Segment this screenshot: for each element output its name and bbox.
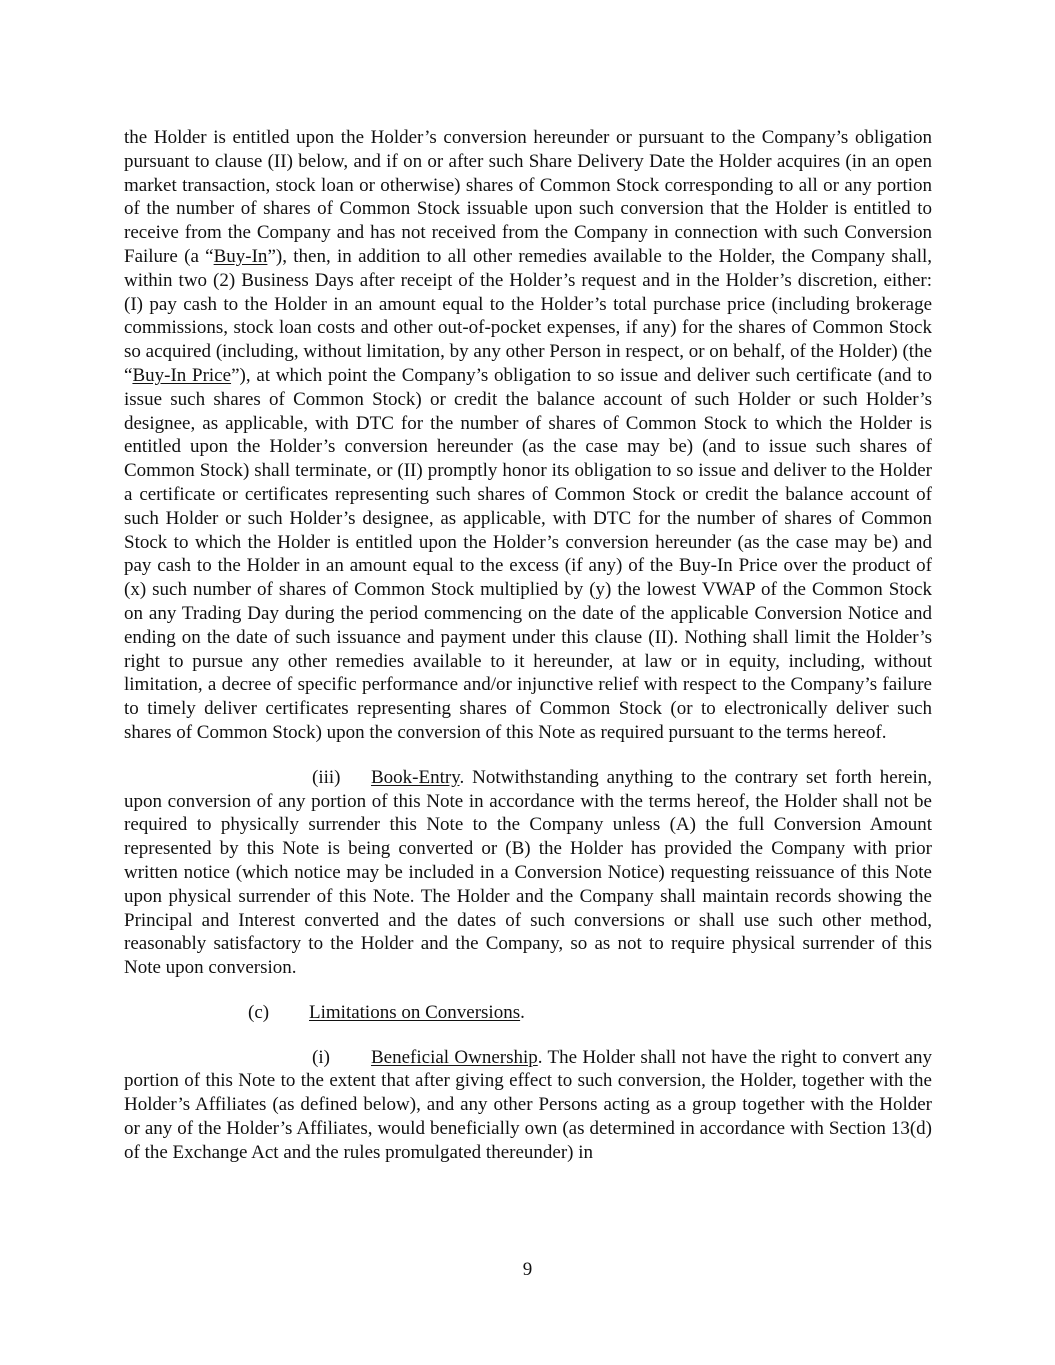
defined-term-buy-in-price: Buy-In Price	[132, 364, 232, 386]
paragraph-buy-in	[124, 126, 932, 745]
page-number: 9	[522, 1259, 533, 1280]
section-heading-book-entry: Book-Entry	[371, 766, 460, 788]
section-limitations	[124, 1001, 932, 1025]
section-label-iii: (iii)	[312, 766, 341, 788]
section-book-entry	[124, 766, 932, 980]
defined-term-buy-in: Buy-In	[213, 245, 268, 267]
paragraph-text: ”), then, in addition to all other remedies available to the Holder, the Company shall, within two (2) Business Days after receipt of the Holder’s request and in the Holder’s discretion, either: (I) pay cash to the Holder in an amount equal to the Holder’s total purchase price (including brokerage commissions, stock loan costs and other out-of-pocket expenses, if any) for the shares of Common Stock so acquired (including, without limitation, by any other Person in respect, or on behalf, of the Holder) (the “	[124, 245, 933, 386]
section-label-c: (c)	[248, 1001, 270, 1023]
paragraph-text: the Holder is entitled upon the Holder’s conversion hereunder or pursuant to the Company’s obligation pursuant to clause (II) below, and if on or after such Share Delivery Date the Holder acquires (in an open market transaction, stock loan or otherwise) shares of Common Stock corresponding to all or any portion of the number of shares of Common Stock issuable upon such conversion that the Holder is entitled to receive from the Company and has not received from the Company in connection with such Conversion Failure (a “	[124, 127, 932, 267]
section-heading-suffix: .	[520, 1001, 525, 1023]
section-text: . The Holder shall not have the right to convert any portion of this Note to the extent that after giving effect to such conversion, the Holder, together with the Holder’s Affiliates (as defined below), and any other Persons acting as a group together with the Holder or any of the Holder’s Affiliates, would beneficially own (as determined in accordance with Section 13(d) of the Exchange Act and the rules promulgated thereunder) in	[124, 1046, 932, 1163]
section-label-i: (i)	[312, 1046, 330, 1068]
section-beneficial-ownership	[124, 1046, 932, 1165]
section-heading-beneficial-ownership: Beneficial Ownership	[371, 1046, 538, 1068]
paragraph-text: ”), at which point the Company’s obligation to so issue and deliver such certificate (and to issue such shares of Common Stock) or credit the balance account of such Holder or such Holder’s designee, as applicable, with DTC for the number of shares of Common Stock to which the Holder is entitled upon the Holder’s conversion hereunder (as the case may be) (and to issue such shares of Common Stock) shall terminate, or (II) promptly honor its obligation to so issue and deliver to the Holder a certificate or certificates representing such shares of Common Stock or credit the balance account of such Holder or such Holder’s designee, as applicable, with DTC for the number of shares of Common Stock to which the Holder is entitled upon the Holder’s conversion hereunder (as the case may be) and pay cash to the Holder in an amount equal to the excess (if any) of the Buy-In Price over the product of (x) such number of shares of Common Stock multiplied by (y) the lowest VWAP of the Common Stock on any Trading Day during the period commencing on the date of the applicable Conversion Notice and ending on the date of such issuance and payment under this clause (II). Nothing shall limit the Holder’s right to pursue any other remedies available to it hereunder, at law or in equity, including, without limitation, a decree of specific performance and/or injunctive relief with respect to the Company’s failure to timely deliver certificates representing shares of Common Stock (or to electronically deliver such shares of Common Stock) upon the conversion of this Note as required pursuant to the terms hereof.	[124, 364, 932, 743]
section-text: . Notwithstanding anything to the contrary set forth herein, upon conversion of any portion of this Note in accordance with the terms hereof, the Holder shall not be required to physically surrender this Note to the Company unless (A) the full Conversion Amount represented by this Note is being converted or (B) the Holder has provided the Company with prior written notice (which notice may be included in a Conversion Notice) requesting reissuance of this Note upon physical surrender of this Note. The Holder and the Company shall maintain records showing the Principal and Interest converted and the dates of such conversions or shall use such other method, reasonably satisfactory to the Holder and the Company, so as not to require physical surrender of this Note upon conversion.	[124, 766, 932, 979]
document-body	[124, 126, 932, 1165]
section-heading-limitations: Limitations on Conversions	[309, 1001, 521, 1023]
